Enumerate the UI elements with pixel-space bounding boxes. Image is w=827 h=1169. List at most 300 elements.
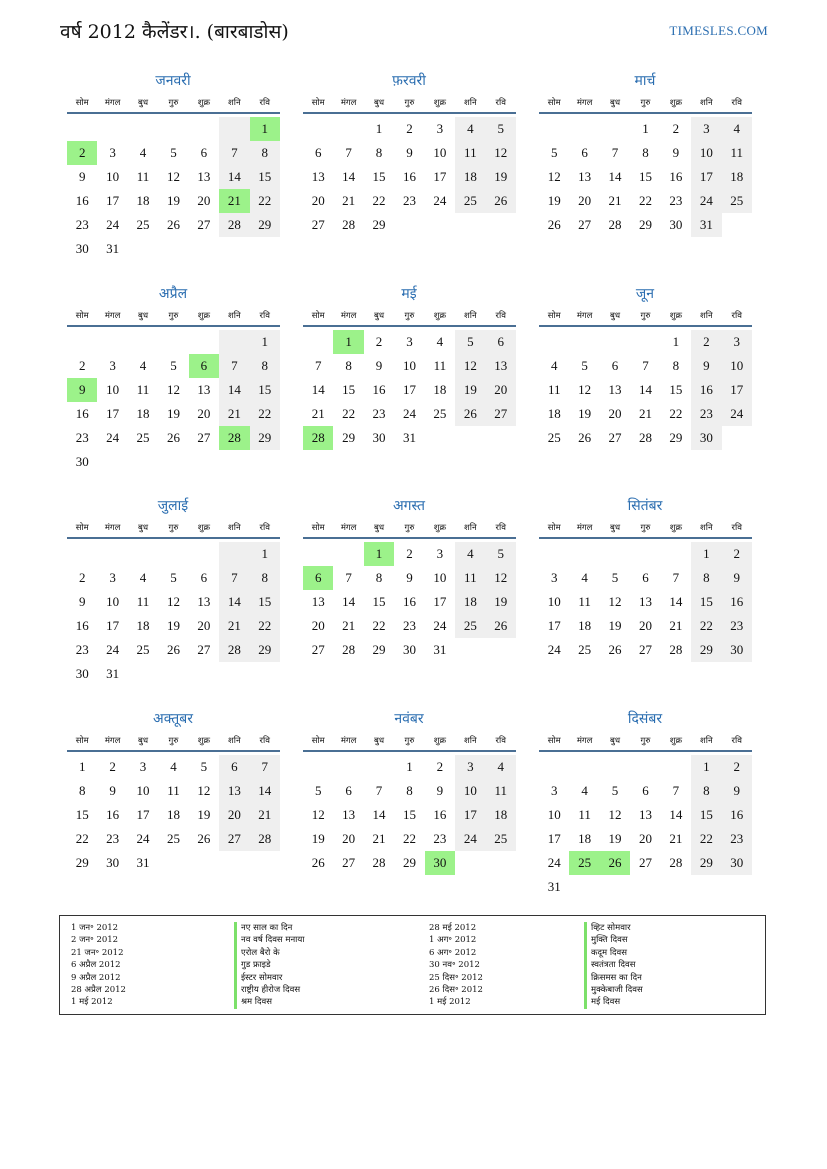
- day-cell: 11: [136, 382, 150, 397]
- week-row: [67, 542, 280, 566]
- weekday-label: शनि: [463, 97, 477, 108]
- empty-cell: [539, 755, 569, 779]
- empty-cell: [486, 851, 516, 875]
- day-cell: 7: [375, 783, 383, 798]
- week-row: [67, 590, 280, 614]
- day-cell: 26: [608, 642, 622, 657]
- day-cell: 26: [578, 430, 592, 445]
- week-row: [303, 614, 516, 638]
- day-cell: 10: [691, 141, 721, 165]
- day-cell: 2: [436, 759, 444, 774]
- day-cell: 13: [578, 169, 592, 184]
- day-cell: 12: [608, 594, 622, 609]
- empty-cell: [333, 755, 363, 779]
- day-cell: 3: [436, 121, 444, 136]
- day-cell: 16: [106, 807, 120, 822]
- day-cell: 21: [608, 193, 622, 208]
- empty-cell: [97, 330, 127, 354]
- day-cell: 17: [433, 169, 447, 184]
- weekday-label: शनि: [227, 310, 241, 321]
- day-cell: 21: [342, 193, 356, 208]
- day-cell: 30: [372, 430, 386, 445]
- weekday-label: बुध: [610, 97, 621, 108]
- day-cell: 18: [136, 193, 150, 208]
- day-cell: 21: [342, 618, 356, 633]
- month-name: मई: [401, 286, 417, 302]
- day-cell: 19: [486, 590, 516, 614]
- day-cell: 28: [669, 642, 683, 657]
- empty-cell: [158, 330, 188, 354]
- weekday-label: बुध: [138, 310, 149, 321]
- day-cell: 24: [433, 193, 447, 208]
- day-cell: 5: [581, 358, 588, 373]
- empty-cell: [250, 450, 280, 474]
- weekday-label: शुक्र: [669, 735, 683, 746]
- day-cell: 22: [342, 406, 356, 421]
- day-cell: 25: [136, 642, 150, 657]
- day-cell: 27: [638, 855, 652, 870]
- day-cell: 30: [402, 642, 416, 657]
- day-cell: 2: [406, 121, 413, 136]
- day-cell: 29: [669, 430, 683, 445]
- empty-cell: [189, 450, 219, 474]
- day-cell: 13: [608, 382, 622, 397]
- day-cell: 23: [722, 827, 752, 851]
- empty-cell: [630, 330, 660, 354]
- day-cell: 10: [106, 594, 120, 609]
- day-cell: 2: [722, 542, 752, 566]
- legend-item: 21 जन॰ 2012: [71, 947, 124, 958]
- weekday-label: मंगल: [576, 735, 593, 746]
- day-cell: 20: [219, 803, 249, 827]
- empty-cell: [128, 237, 158, 261]
- day-cell: 29: [250, 213, 280, 237]
- day-cell: 27: [342, 855, 356, 870]
- day-cell: 1: [375, 121, 383, 136]
- day-cell: 16: [722, 803, 752, 827]
- week-row: [303, 117, 516, 141]
- month-block: [532, 70, 752, 237]
- day-cell: 23: [402, 193, 416, 208]
- day-cell: 11: [136, 169, 150, 184]
- weekday-label: सोम: [75, 735, 89, 746]
- day-cell: 12: [166, 169, 180, 184]
- empty-cell: [600, 755, 630, 779]
- day-cell: 30: [691, 426, 721, 450]
- day-cell: 16: [372, 382, 386, 397]
- day-cell: 24: [722, 402, 752, 426]
- day-cell: 25: [722, 189, 752, 213]
- day-cell: 26: [486, 614, 516, 638]
- weekday-label: रवि: [259, 735, 270, 746]
- empty-cell: [303, 542, 333, 566]
- week-row: [539, 165, 752, 189]
- empty-cell: [569, 117, 599, 141]
- empty-cell: [250, 662, 280, 686]
- week-row: [67, 450, 280, 474]
- day-cell: 19: [608, 618, 622, 633]
- day-cell: 23: [372, 406, 386, 421]
- day-cell: 8: [642, 145, 649, 160]
- weekday-header: [67, 517, 280, 539]
- day-cell: 15: [638, 169, 652, 184]
- day-cell: 20: [197, 193, 211, 208]
- day-cell: 6: [303, 566, 333, 590]
- day-cell: 8: [345, 358, 352, 373]
- week-row: [539, 378, 752, 402]
- day-cell: 12: [166, 594, 180, 609]
- day-cell: 20: [197, 406, 211, 421]
- day-cell: 9: [375, 358, 383, 373]
- weekday-label: गुरु: [168, 97, 179, 108]
- empty-cell: [97, 542, 127, 566]
- weekday-label: बुध: [138, 735, 149, 746]
- day-cell: 20: [578, 193, 592, 208]
- day-cell: 14: [219, 165, 249, 189]
- legend-dates-2: [429, 922, 483, 1009]
- day-cell: 28: [219, 426, 249, 450]
- day-cell: 22: [75, 831, 89, 846]
- weekday-label: रवि: [495, 522, 506, 533]
- day-cell: 23: [75, 217, 89, 232]
- weekday-label: गुरु: [168, 522, 179, 533]
- legend-item: श्रम दिवस: [241, 997, 272, 1008]
- day-cell: 30: [722, 851, 752, 875]
- week-row: [539, 614, 752, 638]
- weekday-header: [67, 730, 280, 752]
- day-cell: 2: [672, 121, 680, 136]
- day-cell: 4: [139, 570, 147, 585]
- empty-cell: [189, 237, 219, 261]
- day-cell: 5: [486, 542, 516, 566]
- empty-cell: [569, 542, 599, 566]
- day-cell: 31: [106, 241, 120, 256]
- day-cell: 8: [78, 783, 86, 798]
- weekday-label: सोम: [311, 522, 325, 533]
- day-cell: 13: [197, 382, 211, 397]
- empty-cell: [250, 237, 280, 261]
- legend-item: नव वर्ष दिवस मनाया: [241, 935, 305, 946]
- legend-item: ईस्टर सोमवार: [241, 972, 283, 983]
- day-cell: 22: [250, 189, 280, 213]
- day-cell: 13: [311, 594, 325, 609]
- day-cell: 16: [75, 406, 89, 421]
- weekday-label: गुरु: [404, 97, 415, 108]
- day-cell: 18: [136, 406, 150, 421]
- day-cell: 15: [342, 382, 356, 397]
- day-cell: 30: [722, 638, 752, 662]
- empty-cell: [189, 662, 219, 686]
- empty-cell: [219, 330, 249, 354]
- month-name: नवंबर: [394, 711, 424, 727]
- day-cell: 21: [219, 402, 249, 426]
- day-cell: 31: [402, 430, 416, 445]
- day-cell: 26: [166, 217, 180, 232]
- weekday-label: सोम: [547, 97, 561, 108]
- weekday-label: सोम: [311, 97, 325, 108]
- day-cell: 19: [166, 193, 180, 208]
- day-cell: 17: [455, 803, 485, 827]
- day-cell: 19: [486, 165, 516, 189]
- empty-cell: [189, 330, 219, 354]
- day-cell: 15: [669, 382, 683, 397]
- empty-cell: [303, 117, 333, 141]
- day-cell: 22: [638, 193, 652, 208]
- month-name: जून: [635, 286, 655, 302]
- weekday-label: शुक्र: [433, 522, 447, 533]
- day-cell: 30: [106, 855, 120, 870]
- legend-item: स्वतंत्रता दिवस: [591, 960, 636, 971]
- week-row: [67, 141, 280, 165]
- day-cell: 27: [608, 430, 622, 445]
- month-block: [532, 708, 752, 899]
- day-cell: 14: [311, 382, 325, 397]
- weekday-label: मंगल: [104, 310, 121, 321]
- day-cell: 19: [608, 831, 622, 846]
- day-cell: 18: [433, 382, 447, 397]
- day-cell: 21: [372, 831, 386, 846]
- weekday-label: मंगल: [104, 97, 121, 108]
- day-cell: 9: [109, 783, 116, 798]
- legend-item: 25 दिस॰ 2012: [429, 972, 483, 983]
- holiday-legend: [59, 915, 766, 1015]
- month-name: अक्तूबर: [153, 711, 193, 727]
- day-cell: 5: [611, 570, 619, 585]
- week-row: [303, 330, 516, 354]
- day-cell: 21: [250, 803, 280, 827]
- legend-item: गुड फ्राइडे: [241, 960, 271, 971]
- day-cell: 24: [402, 406, 416, 421]
- day-cell: 13: [197, 169, 211, 184]
- day-cell: 25: [166, 831, 180, 846]
- day-cell: 10: [402, 358, 416, 373]
- month-block: [60, 70, 280, 261]
- day-cell: 2: [691, 330, 721, 354]
- day-cell: 14: [638, 382, 652, 397]
- month-block: [60, 283, 280, 474]
- day-cell: 1: [250, 330, 280, 354]
- day-cell: 13: [197, 594, 211, 609]
- day-cell: 10: [136, 783, 150, 798]
- day-cell: 28: [372, 855, 386, 870]
- weekday-label: रवि: [259, 97, 270, 108]
- day-cell: 11: [167, 783, 180, 798]
- weekday-label: सोम: [547, 735, 561, 746]
- day-cell: 19: [166, 406, 180, 421]
- day-cell: 1: [691, 755, 721, 779]
- weekday-label: गुरु: [640, 310, 651, 321]
- day-cell: 17: [433, 594, 447, 609]
- day-cell: 29: [691, 851, 721, 875]
- empty-cell: [189, 542, 219, 566]
- weekday-label: मंगल: [104, 735, 121, 746]
- day-cell: 25: [455, 614, 485, 638]
- legend-item: 28 मई 2012: [429, 923, 477, 933]
- weekday-label: सोम: [311, 310, 325, 321]
- weekday-label: बुध: [374, 735, 385, 746]
- month-name: मार्च: [634, 73, 656, 89]
- day-cell: 4: [581, 783, 588, 798]
- day-cell: 7: [345, 570, 352, 585]
- empty-cell: [364, 755, 394, 779]
- day-cell: 23: [433, 831, 447, 846]
- day-cell: 14: [219, 590, 249, 614]
- day-cell: 13: [311, 169, 325, 184]
- legend-item: मुक्केबाजी दिवस: [591, 985, 643, 996]
- empty-cell: [97, 117, 127, 141]
- day-cell: 14: [342, 594, 356, 609]
- day-cell: 8: [672, 358, 680, 373]
- empty-cell: [722, 426, 752, 450]
- weekday-header: [539, 517, 752, 539]
- day-cell: 3: [139, 759, 147, 774]
- empty-cell: [455, 213, 485, 237]
- weekday-label: शुक्र: [197, 97, 211, 108]
- day-cell: 25: [569, 851, 599, 875]
- day-cell: 29: [691, 638, 721, 662]
- day-cell: 3: [109, 145, 116, 160]
- day-cell: 17: [106, 193, 120, 208]
- empty-cell: [250, 851, 280, 875]
- week-row: [67, 755, 280, 779]
- day-cell: 30: [669, 217, 683, 232]
- day-cell: 28: [669, 855, 683, 870]
- day-cell: 3: [691, 117, 721, 141]
- week-row: [67, 566, 280, 590]
- weekday-label: सोम: [75, 97, 89, 108]
- day-cell: 10: [547, 594, 561, 609]
- weekday-label: मंगल: [576, 310, 593, 321]
- week-row: [303, 638, 516, 662]
- week-row: [303, 213, 516, 237]
- day-cell: 12: [547, 169, 561, 184]
- weekday-label: बुध: [610, 310, 621, 321]
- day-cell: 23: [402, 618, 416, 633]
- day-cell: 13: [638, 594, 652, 609]
- weekday-label: शुक्र: [433, 735, 447, 746]
- day-cell: 23: [722, 614, 752, 638]
- day-cell: 8: [250, 354, 280, 378]
- day-cell: 26: [600, 851, 630, 875]
- day-cell: 17: [106, 618, 120, 633]
- day-cell: 14: [669, 807, 683, 822]
- empty-cell: [661, 875, 691, 899]
- day-cell: 15: [372, 594, 386, 609]
- day-cell: 28: [608, 217, 622, 232]
- week-row: [303, 378, 516, 402]
- week-row: [67, 402, 280, 426]
- day-cell: 12: [197, 783, 211, 798]
- day-cell: 17: [402, 382, 416, 397]
- empty-cell: [691, 875, 721, 899]
- day-cell: 16: [433, 807, 447, 822]
- day-cell: 27: [197, 642, 211, 657]
- empty-cell: [569, 755, 599, 779]
- day-cell: 22: [372, 618, 386, 633]
- day-cell: 17: [106, 406, 120, 421]
- empty-cell: [158, 117, 188, 141]
- weekday-label: रवि: [495, 97, 506, 108]
- week-row: [67, 827, 280, 851]
- week-row: [67, 165, 280, 189]
- weekday-label: मंगल: [340, 522, 357, 533]
- day-cell: 28: [342, 642, 356, 657]
- empty-cell: [455, 426, 485, 450]
- day-cell: 3: [550, 783, 558, 798]
- day-cell: 8: [250, 141, 280, 165]
- day-cell: 3: [406, 334, 413, 349]
- day-cell: 16: [722, 590, 752, 614]
- day-cell: 1: [250, 542, 280, 566]
- week-row: [67, 237, 280, 261]
- day-cell: 11: [722, 141, 752, 165]
- weekday-label: गुरु: [640, 735, 651, 746]
- week-row: [539, 755, 752, 779]
- day-cell: 19: [166, 618, 180, 633]
- day-cell: 22: [372, 193, 386, 208]
- day-cell: 4: [170, 759, 177, 774]
- empty-cell: [486, 426, 516, 450]
- day-cell: 8: [375, 145, 383, 160]
- day-cell: 16: [402, 169, 416, 184]
- day-cell: 24: [547, 855, 561, 870]
- day-cell: 12: [486, 141, 516, 165]
- legend-item: 2 जन॰ 2012: [71, 935, 119, 946]
- day-cell: 8: [691, 566, 721, 590]
- site-link[interactable]: TIMESLES.COM: [669, 23, 768, 38]
- week-row: [67, 614, 280, 638]
- day-cell: 4: [486, 755, 516, 779]
- month-name: जुलाई: [157, 498, 189, 514]
- week-row: [539, 213, 752, 237]
- month-block: [532, 495, 752, 662]
- day-cell: 16: [402, 594, 416, 609]
- day-cell: 13: [219, 779, 249, 803]
- weekday-label: बुध: [374, 310, 385, 321]
- day-cell: 28: [342, 217, 356, 232]
- day-cell: 29: [372, 217, 386, 232]
- weekday-label: रवि: [731, 310, 742, 321]
- day-cell: 25: [486, 827, 516, 851]
- legend-item: 1 मई 2012: [71, 997, 113, 1008]
- day-cell: 20: [342, 831, 356, 846]
- day-cell: 14: [250, 779, 280, 803]
- day-cell: 16: [75, 193, 89, 208]
- empty-cell: [219, 450, 249, 474]
- day-cell: 27: [197, 217, 211, 232]
- empty-cell: [394, 213, 424, 237]
- weekday-label: शनि: [699, 310, 713, 321]
- weekday-label: शनि: [463, 522, 477, 533]
- day-cell: 17: [136, 807, 150, 822]
- day-cell: 24: [455, 827, 485, 851]
- weekday-label: शुक्र: [197, 310, 211, 321]
- day-cell: 10: [433, 570, 447, 585]
- day-cell: 23: [75, 642, 89, 657]
- day-cell: 7: [672, 570, 680, 585]
- weekday-label: गुरु: [404, 522, 415, 533]
- empty-cell: [158, 542, 188, 566]
- weekday-label: सोम: [547, 522, 561, 533]
- day-cell: 16: [75, 618, 89, 633]
- day-cell: 1: [364, 542, 394, 566]
- weekday-label: शनि: [699, 522, 713, 533]
- legend-item: 1 अग॰ 2012: [429, 935, 477, 946]
- day-cell: 21: [638, 406, 652, 421]
- week-row: [303, 542, 516, 566]
- day-cell: 12: [166, 382, 180, 397]
- day-cell: 11: [455, 141, 485, 165]
